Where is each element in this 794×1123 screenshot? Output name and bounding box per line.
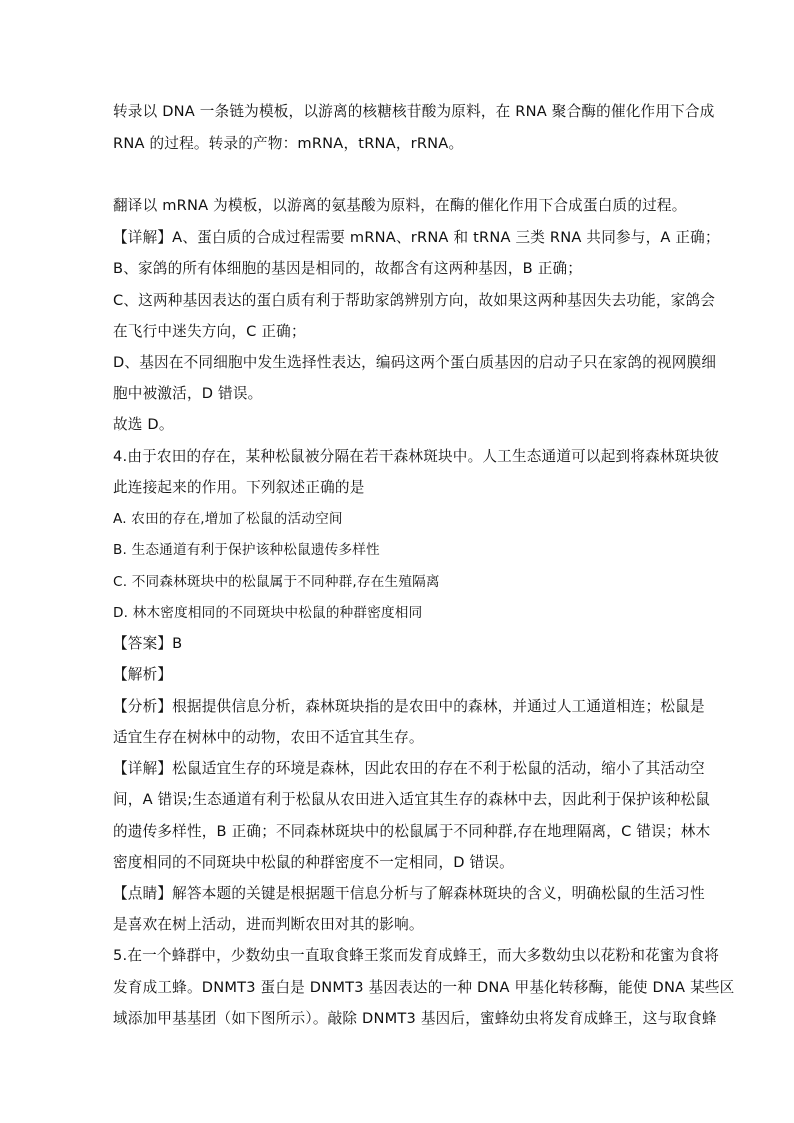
option-a: A. 农田的存在,增加了松鼠的活动空间 xyxy=(113,511,343,527)
option-c: C. 不同森林斑块中的松鼠属于不同种群,存在生殖隔离 xyxy=(113,574,440,590)
option-d: D. 林木密度相同的不同斑块中松鼠的种群密度相同 xyxy=(113,605,423,621)
question-4-line: 此连接起来的作用。下列叙述正确的是 xyxy=(113,479,365,496)
text-line: 间，A 错误;生态通道有利于松鼠从农田进入适宜其生存的森林中去，因此利于保护该种松鼠 xyxy=(113,791,711,808)
text-line: 胞中被激活，D 错误。 xyxy=(113,385,263,402)
text-line: D、基因在不同细胞中发生选择性表达，编码这两个蛋白质基因的启动子只在家鸽的视网膜细 xyxy=(113,354,717,371)
question-5-line: 5.在一个蜂群中，少数幼虫一直取食蜂王浆而发育成蜂王，而大多数幼虫以花粉和花蜜为食将 xyxy=(113,947,720,964)
analysis-heading: 【解析】 xyxy=(113,666,173,683)
text-line: B、家鸽的所有体细胞的基因是相同的，故都含有这两种基因，B 正确； xyxy=(113,260,583,277)
text-line: 【点睛】解答本题的关键是根据题干信息分析与了解森林斑块的含义，明确松鼠的生活习性 xyxy=(113,885,705,902)
text-line: 翻译以 mRNA 为模板，以游离的氨基酸为原料，在酶的催化作用下合成蛋白质的过程。 xyxy=(113,197,687,214)
question-5-line: 域添加甲基基团（如下图所示）。敲除 DNMT3 基因后，蜜蜂幼虫将发育成蜂王，这与取食蜂 xyxy=(113,1010,717,1027)
option-b: B. 生态通道有利于保护该种松鼠遗传多样性 xyxy=(113,542,380,558)
text-line: 【详解】A、蛋白质的合成过程需要 mRNA、rRNA 和 tRNA 三类 RNA 共同参与，A 正确； xyxy=(113,229,720,246)
text-line: 是喜欢在树上活动，进而判断农田对其的影响。 xyxy=(113,916,424,933)
text-line: 密度相同的不同斑块中松鼠的种群密度不一定相同，D 错误。 xyxy=(113,854,514,871)
question-4-line: 4.由于农田的存在，某种松鼠被分隔在若干森林斑块中。人工生态通道可以起到将森林斑块彼 xyxy=(113,448,720,465)
question-5-line: 发育成工蜂。DNMT3 蛋白是 DNMT3 基因表达的一种 DNA 甲基化转移酶，能使 DNA 某些区 xyxy=(113,979,735,996)
answer-line: 【答案】B xyxy=(113,635,183,652)
text-line: C、这两种基因表达的蛋白质有利于帮助家鸽辨别方向，故如果这两种基因失去功能，家鸽会 xyxy=(113,292,716,309)
text-line: 故选 D。 xyxy=(113,416,174,433)
text-line: 【分析】根据提供信息分析，森林斑块指的是农田中的森林，并通过人工通道相连；松鼠是 xyxy=(113,698,705,715)
text-line: 的遗传多样性，B 正确；不同森林斑块中的松鼠属于不同种群,存在地理隔离，C 错误；林木 xyxy=(113,823,711,840)
text-line: 适宜生存在树林中的动物，农田不适宜其生存。 xyxy=(113,729,424,746)
text-line: 转录以 DNA 一条链为模板，以游离的核糖核苷酸为原料，在 RNA 聚合酶的催化作用下合成 xyxy=(113,103,715,120)
text-line: 【详解】松鼠适宜生存的环境是森林，因此农田的存在不利于松鼠的活动，缩小了其活动空 xyxy=(113,760,705,777)
text-line: 在飞行中迷失方向，C 正确； xyxy=(113,323,306,340)
text-line: RNA 的过程。转录的产物：mRNA，tRNA，rRNA。 xyxy=(113,135,464,152)
